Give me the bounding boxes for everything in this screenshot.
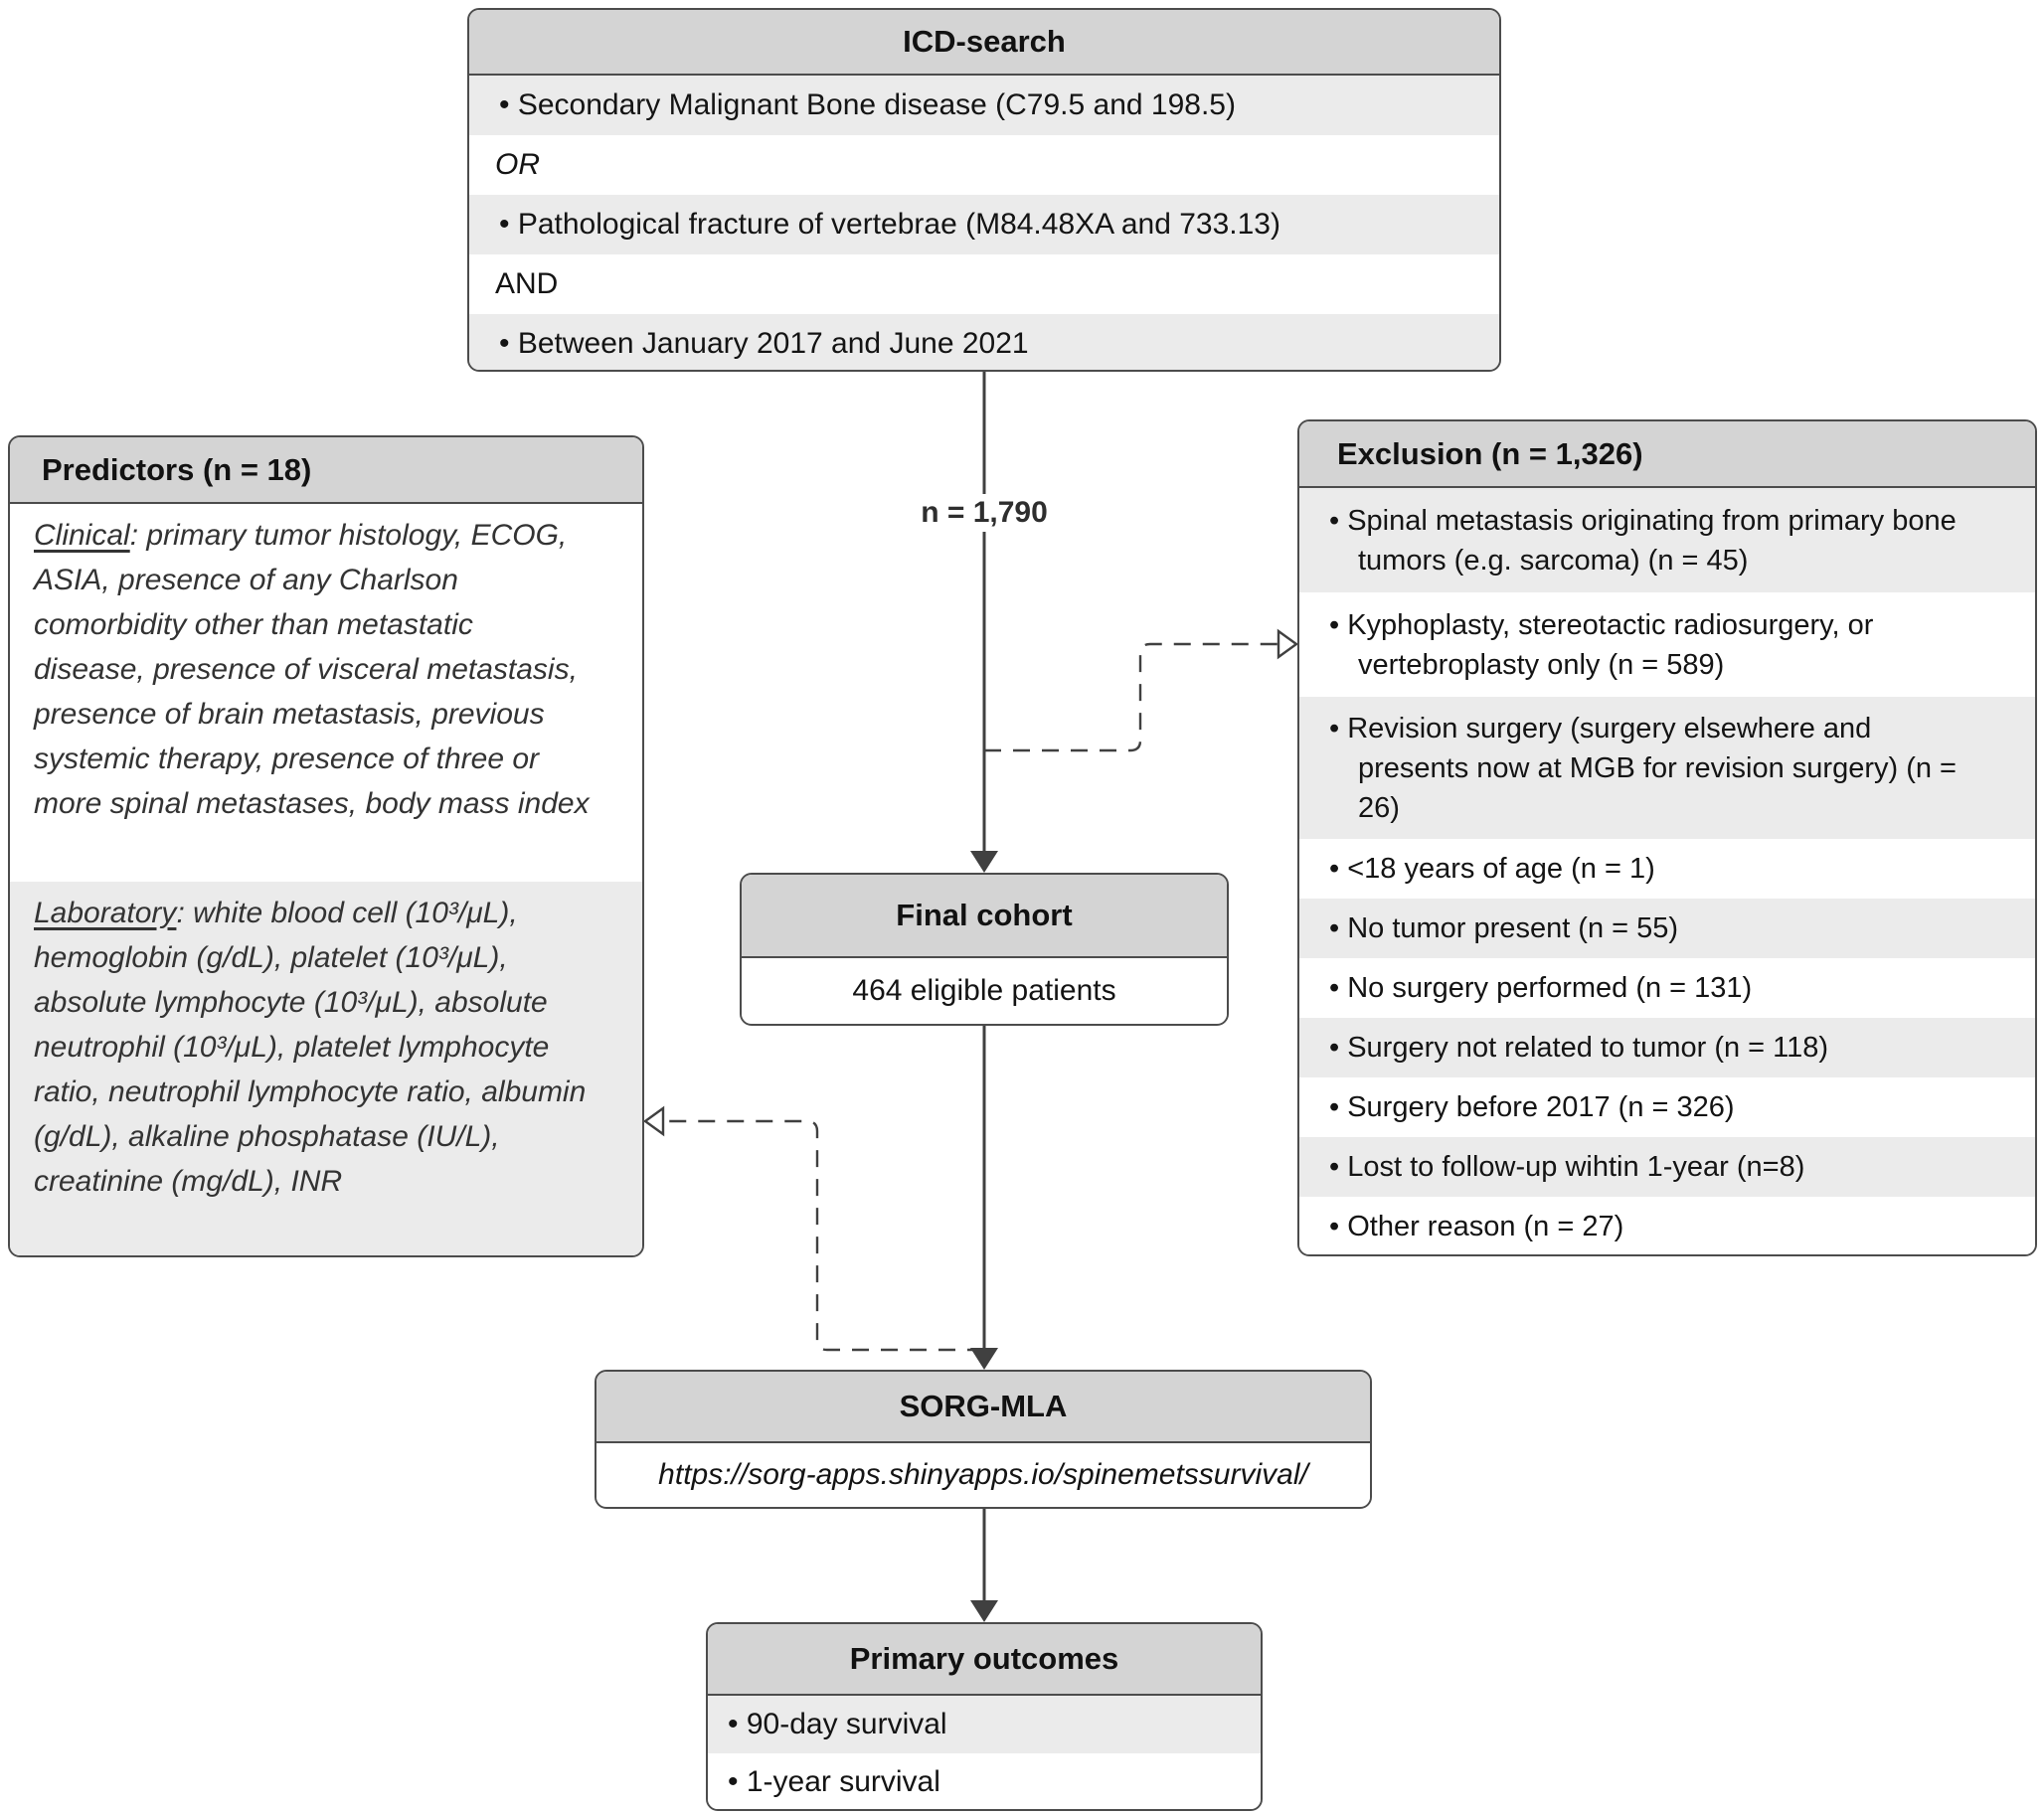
exclusion-row [1299,958,2035,1018]
open-arrowhead-predictors [645,1108,663,1134]
exclusion-row-text: • <18 years of age (n = 1) [1329,853,1655,885]
outcome-row [708,1753,1261,1811]
arrowhead-final-cohort-to-sorg [970,1348,998,1370]
exclusion-row-text: • Kyphoplasty, stereotactic radiosurgery, or vertebroplasty only (n = 589) [1329,608,1874,681]
icd-criterion-row [469,314,1499,372]
predictors-box [8,435,644,1257]
icd-search-box [467,8,1501,372]
laboratory-text: : white blood cell (10³/μL), hemoglobin (g/dL), platelet (10³/μL), absolute lymphocyte (10³/μL), absolute neutrophil (10³/μL), platelet lymphocyte ratio, neutrophil lymphocyte ratio, albumin (g/dL), alkaline phosphatase (IU/L), creatinine (mg/dL), INR [34,897,587,1198]
laboratory-label: Laboratory [34,897,177,929]
sorg-mla-url: https://sorg-apps.shinyapps.io/spinemetssurvival/ [596,1443,1370,1506]
outcome-row [708,1696,1261,1753]
icd-criterion-row [469,195,1499,254]
icd-operator-row [469,135,1499,195]
exclusion-row [1299,488,2035,592]
primary-outcomes-header: Primary outcomes [708,1624,1261,1696]
arrowhead-sorg-to-outcomes [970,1600,998,1622]
exclusion-row-text: • Other reason (n = 27) [1329,1211,1624,1242]
exclusion-row-text: • Lost to follow-up wihtin 1-year (n=8) [1329,1151,1805,1183]
exclusion-row [1299,1137,2035,1197]
exclusion-row [1299,839,2035,899]
clinical-text: : primary tumor histology, ECOG, ASIA, presence of any Charlson comorbidity other than metastatic disease, presence of visceral metastasis, presence of brain metastasis, previous systemic therapy, presence of three or more spinal metastases, body mass index [34,519,590,820]
arrowhead-icd-to-final-cohort [970,851,998,873]
final-cohort-header: Final cohort [742,875,1227,958]
icd-criterion-row [469,76,1499,135]
open-arrowhead-exclusion [1278,631,1296,657]
icd-operator-text: OR [495,148,540,181]
exclusion-row [1299,1077,2035,1137]
sorg-mla-box [595,1370,1372,1509]
icd-operator-row [469,254,1499,314]
exclusion-row-text: • No tumor present (n = 55) [1329,912,1679,944]
icd-criterion-text: • Pathological fracture of vertebrae (M84.48XA and 733.13) [499,208,1280,241]
predictors-clinical-section [10,504,642,882]
exclusion-row-text: • Surgery before 2017 (n = 326) [1329,1091,1735,1123]
exclusion-box [1297,419,2037,1256]
predictors-header: Predictors (n = 18) [10,437,642,504]
icd-criterion-text: • Between January 2017 and June 2021 [499,327,1029,360]
exclusion-row-text: • Revision surgery (surgery elsewhere and presents now at MGB for revision surgery) (n = 26) [1329,712,1957,824]
predictors-laboratory-section [10,882,642,1257]
icd-operator-text: AND [495,267,559,300]
sorg-mla-header: SORG-MLA [596,1372,1370,1443]
exclusion-header: Exclusion (n = 1,326) [1299,421,2035,488]
outcome-row-text: • 1-year survival [728,1765,940,1798]
exclusion-row [1299,1197,2035,1256]
icd-search-header: ICD-search [469,10,1499,76]
exclusion-row [1299,899,2035,958]
exclusion-row [1299,592,2035,697]
final-cohort-box [740,873,1229,1026]
final-cohort-body: 464 eligible patients [742,958,1227,1023]
primary-outcomes-box [706,1622,1263,1811]
exclusion-row-text: • Spinal metastasis originating from primary bone tumors (e.g. sarcoma) (n = 45) [1329,504,1957,577]
exclusion-row [1299,697,2035,839]
icd-criterion-text: • Secondary Malignant Bone disease (C79.5 and 198.5) [499,88,1236,121]
dashed-connector-to-exclusion [984,644,1278,750]
cohort-count-label: n = 1,790 [911,494,1058,532]
clinical-label: Clinical [34,519,130,552]
exclusion-row-text: • No surgery performed (n = 131) [1329,972,1753,1004]
dashed-connector-to-predictors [663,1121,984,1350]
exclusion-row-text: • Surgery not related to tumor (n = 118) [1329,1032,1829,1064]
outcome-row-text: • 90-day survival [728,1708,947,1740]
exclusion-row [1299,1018,2035,1077]
